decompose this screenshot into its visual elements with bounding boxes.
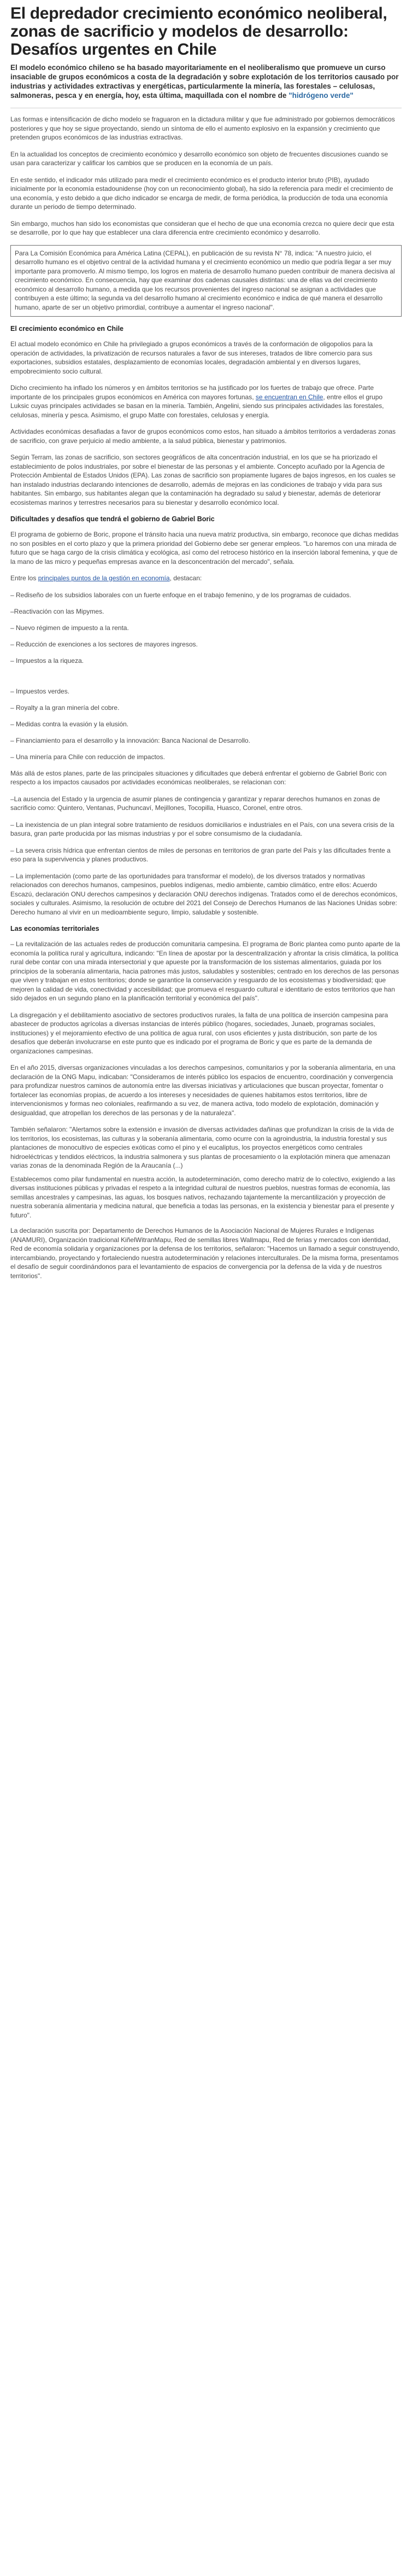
intro-paragraph-1: Las formas e intensificación de dicho modelo se fraguaron en la dictadura militar y que fue administrado por gobiernos democráticos posteriores y que hoy se sigue proyectando, siendo un síntoma de ello el aumento explosivo en la expansión y crecimiento que pretenden grupos económicos de las industrias extractivas. <box>10 115 395 141</box>
list-item: – Financiamiento para el desarrollo y la innovación: Banca Nacional de Desarrollo. <box>10 736 250 744</box>
declaration-quote <box>10 1125 402 1220</box>
section3-paragraph-4: La declaración suscrita por: Departamento de Derechos Humanos de la Asociación Nacional de Mujeres Rurales e Indígenas (ANAMURI), Organización tradicional KiñelWitranMapu, Red de semillas libres Wallmapu, Red de ferias y mercados con identidad, Red de economía solidaria y organizaciones por la defensa de los territorios, señalaron: "Hacemos un llamado a seguir construyendo, intercambiando, proyectando y fortaleciendo nuestra autodeterminación y relaciones interculturales. De la misma forma, presentamos el desafío de seguir coordinándonos para el levantamiento de espacios de convergencia por la defensa de la vida y de nuestros territorios". <box>10 1227 399 1280</box>
cepal-quote-box <box>10 245 402 317</box>
challenge-item: – La severa crisis hídrica que enfrentan cientos de miles de personas en territorios de gran parte del País y las dificultades frente a eso para la supervivencia y planes productivos. <box>10 846 391 863</box>
section3-paragraph-1: – La revitalización de las actuales redes de producción comunitaria campesina. El programa de Boric plantea como punto aparte de la economía la política rural y agricultura, indicando: "En línea de apostar por la descentralización y afrontar la crisis climática, la política rural debe contar con una mirada intersectorial y que apueste por la transformación de los sistemas alimentarios, guiada por los principios de la soberanía alimentaria, hacia patrones más justos, saludables y sostenibles; centrado en los derechos de las personas que viven y trabajan en estos territorios; donde se garantice la conservación y resguardo de los ecosistemas y biodiversidad; que mejoren la calidad de vida, conectividad y accesibilidad; que promueva el resguardo cultural e identitario de estos territorios que han sido dejados en un segundo plano en la planificación territorial y económica del país". <box>10 940 401 1002</box>
intro-paragraph-3: En este sentido, el indicador más utilizado para medir el crecimiento económico es el producto interior bruto (PIB), ayudado inicialmente por la economía estadounidense (hoy con un reconocimiento global), ha sido la referencia para medir el crecimiento de una economía, y esto debido a que dicho indicador se encarga de medir, de forma periódica, la producción de toda una economía durante un periodo de tiempo determinado. <box>10 176 393 211</box>
declaration-quote-part-1: También señalaron: "Alertamos sobre la extensión e invasión de diversas actividades dañinas que profundizan la crisis de la vida de los territorios, los ecosistemas, las culturas y la soberanía alimentaria, como ocurre con la agroindustria, la industria forestal y sus plantaciones de monocultivo de especies exóticas como el pino y el eucaliptus, los proyectos energéticos como centrales hidroeléctricas y tendidos eléctricos, la industria salmonera y sus plantas de procesamiento o la explotación minera que amenazan varias zonas de la denominada Región de la Araucanía (...) <box>10 1126 394 1169</box>
section1-paragraph-3: Actividades económicas desafiadas a favor de grupos económicos como estos, han situado a ámbitos territorios a verdaderas zonas de sacrificio, con grave perjuicio al medio ambiente, a la salud pública, bienestar y patrimonios. <box>10 428 396 445</box>
fortunes-link[interactable]: se encuentran en Chile <box>255 393 323 401</box>
section2-paragraph-2-text: Entre los <box>10 574 38 582</box>
section3-paragraph-3: En el año 2015, diversas organizaciones vinculadas a los derechos campesinos, comunitarios y por la soberanía alimentaria, en una declaración de la ONG Mapu, indicaban: "Consideramos de interés público los espacios de encuentro, coordinación y convergencia para profundizar nuestros caminos de autonomía entre las diversas iniciativas y articulaciones que buscan proyectar, fomentar o fortalecer las economías propias, de acuerdo a los intereses y necesidades de quienes habitamos estos territorios, libre de intervencionismos y formas neo coloniales, reafirmando a su vez, de manera activa, todo modelo de explotación, dominación y desigualdad, que atropellan los derechos de las personas y de la naturaleza". <box>10 1064 396 1117</box>
cepal-quote: Para La Comisión Económica para América Latina (CEPAL), en publicación de su revista N° 78, indica: "A nuestro juicio, el desarrollo humano es el objetivo central de la actividad humana y el crecimiento económico un medio que podría llegar a ser muy importante para promoverlo. Al mismo tiempo, los logros en materia de desarrollo humano pueden contribuir de manera decisiva al crecimiento económico. En consecuencia, hay que examinar dos cadenas causales distintas: una de ellas va del crecimiento económico al desarrollo humano, a medida que los recursos provenientes del ingreso nacional se asignan a actividades que contribuyen a este último; la segunda va del desarrollo humano al crecimiento económico e indica de qué manera el desarrollo humano, aparte de ser un objetivo primordial, contribuye a aumentar el ingreso nacional". <box>15 249 395 311</box>
challenge-item: – La implementación (como parte de las oportunidades para transformar el modelo), de los diversos tratados y normativas relacionados con derechos humanos, campesinos, pueblos indígenas, medio ambiente, cambio climático, entre ellos: Acuerdo Escazú, declaración ONU derechos campesinos y declaración ONU derechos indígenas. Tratados como el de derechos económicos, sociales y culturales. Asimismo, la resolución de octubre del 2021 del Consejo de Derechos Humanos de las Naciones Unidas sobre: Derecho humano al vivir en un medioambiente seguro, limpio, saludable y sostenible. <box>10 872 398 916</box>
article <box>10 0 402 1310</box>
section3-paragraph-2: La disgregación y el debilitamiento asociativo de sectores productivos rurales, la falta de una política de inserción campesina para abastecer de productos agrícolas a diversas instancias de interés público (hogares, sociedades, Junaeb, programas sociales, instituciones) y el mejoramiento efectivo de una política de agua rural, con usos eficientes y justa distribución, son parte de los desafíos que deberán involucrarse en este punto que es indicado por el programa de Boric y que es parte de la demanda de organizaciones campesinas. <box>10 1011 389 1055</box>
list-item: – Medidas contra la evasión y la elusión. <box>10 720 129 728</box>
list-item: – Royalty a la gran minería del cobre. <box>10 703 120 712</box>
article-title: El depredador crecimiento económico neoliberal, zonas de sacrificio y modelos de desarrollo: Desafíos urgentes en Chile <box>10 4 387 59</box>
section2-paragraph-1: El programa de gobierno de Boric, propone el tránsito hacia una nueva matriz productiva, sin embargo, reconoce que dichas medidas no son posibles en el corto plazo y que la primera prioridad del Gobierno debe ser generar empleos. "Lo haremos con una mirada de futuro que se haga cargo de la crisis climática y ecológica, así como del retroceso histórico en la inserción laboral femenina, y que de la mano de las micro y pequeñas empresas avance en la desconcentración del mercado", señala. <box>10 531 399 566</box>
challenge-item: –La ausencia del Estado y la urgencia de asumir planes de contingencia y garantizar y reparar derechos humanos en zonas de sacrificio como: Quintero, Ventanas, Puchuncaví, Mejillones, Tocopilla, Huasco, Coronel, entre otros. <box>10 795 380 812</box>
list-item: – Impuestos verdes. <box>10 687 70 695</box>
lead-highlight: "hidrógeno verde" <box>289 91 354 100</box>
section2-paragraph-2-rest: , destacan: <box>169 574 202 582</box>
list-item: –Reactivación con las Mipymes. <box>10 607 104 615</box>
economy-points-link[interactable]: principales puntos de la gestión en economía <box>38 574 170 582</box>
list-item: – Impuestos a la riqueza. <box>10 656 84 665</box>
section-heading-crecimiento: El crecimiento económico en Chile <box>10 325 124 333</box>
lead-text: El modelo económico chileno se ha basado mayoritariamente en el neoliberalismo que promueve un curso insaciable de grupos económicos a costa de la degradación y sobre explotación de los territorios causado por industrias y actividades extractivas y energéticas, particularmente la minería, las forestales – celulosas, salmoneras, pesca y en energía, hoy, esta última, maquillada con el nombre de <box>10 63 399 100</box>
article-lead <box>10 63 402 100</box>
intro-paragraph-4: Sin embargo, muchos han sido los economistas que consideran que el hecho de que una economía crezca no quiere decir que esta se desarrolle, por lo que hay que establecer una clara diferencia entre crecimiento económico y desarrollo. <box>10 219 395 236</box>
section-heading-boric: Dificultades y desafíos que tendrá el gobierno de Gabriel Boric <box>10 515 215 523</box>
section1-paragraph-1: El actual modelo económico en Chile ha privilegiado a grupos económicos a través de la conformación de oligopolios para la operación de actividades, la privatización de recursos naturales a favor de sus intereses, tratados de libre comercio para sus exportaciones, subsidios estatales, desplazamiento de economías locales, degradación ambiental y en diversos lugares, empobrecimiento socio cultural. <box>10 340 373 375</box>
list-item: – Reducción de exenciones a los sectores de mayores ingresos. <box>10 640 198 648</box>
section1-paragraph-2-text: Dicho crecimiento ha inflado los números y en ámbitos territorios se ha justificado por los fuertes de trabajo que ofrece. Parte importante de los principales grupos económicos en América con mayores fortunas, <box>10 384 374 401</box>
list-spacer <box>10 673 402 687</box>
challenge-item: – La inexistencia de un plan integral sobre tratamiento de residuos domiciliarios e industriales en el País, con una severa crisis de la basura, gran parte producida por las mismas industrias y por el sobre consumismo de la ciudadanía. <box>10 820 395 837</box>
declaration-quote-part-2: Establecemos como pilar fundamental en nuestra acción, la autodeterminación, como derecho matriz de lo colectivo, exigiendo a las diversas instituciones públicas y privadas el respeto a la integridad cultural de nuestros pueblos, nuestras formas de economía, las semillas ancestrales y campesinas, las aguas, los bosques nativos, rechazando tajantemente la mercantilización y proyección de nuestra soberanía alimentaria y medicina natural, que beneficia a todas las personas, en la existencia y bienestar para el presente y futuro". <box>10 1175 396 1219</box>
section1-paragraph-4: Según Terram, las zonas de sacrificio, son sectores geográficos de alta concentración industrial, en los que se ha priorizado el establecimiento de polos industriales, por sobre el bienestar de las personas y el ambiente. Concepto acuñado por la Agencia de Protección Ambiental de Estados Unidos (EPA). Las zonas de sacrificio son propiamente lugares de bajos ingresos, en los cuales se han instalado industrias declarando intenciones de desarrollo, además de mejoras en las condiciones de trabajo y vida para sus habitantes. Sin embargo, sus habitantes alegan que la contaminación ha degradado su salud y bienestar, además de deteriorar ecosistemas marinos y terrestres necesarios para su bienestar y desarrollo económico local. <box>10 453 396 506</box>
intro-paragraph-2: En la actualidad los conceptos de crecimiento económico y desarrollo económico son objeto de frecuentes discusiones cuando se usan para caracterizar y calificar los cambios que se producen en la economía de un país. <box>10 150 389 167</box>
list-item: – Nuevo régimen de impuesto a la renta. <box>10 623 129 632</box>
section2-paragraph-2 <box>10 574 402 583</box>
list-item: – Una minería para Chile con reducción de impactos. <box>10 753 165 761</box>
section-heading-economias: Las economías territoriales <box>10 925 99 933</box>
section2-paragraph-3: Más allá de estos planes, parte de las principales situaciones y dificultades que deberá enfrentar el gobierno de Gabriel Boric con respecto a los impactos causados por actividades económicas neoliberales, se relacionan con: <box>10 769 387 786</box>
section1-paragraph-2 <box>10 383 402 419</box>
section1-paragraph-2-rest: , entre ellos el grupo Luksic cuyas principales actividades se basan en la minería. También, Angelini, siendo sus principales actividades las forestales, celulosas, minería y pesca. Asimismo, el grupo Matte con forestales, celulosas y energía. <box>10 393 384 419</box>
list-item: – Rediseño de los subsidios laborales con un fuerte enfoque en el trabajo femenino, y de los programas de cuidados. <box>10 591 351 599</box>
